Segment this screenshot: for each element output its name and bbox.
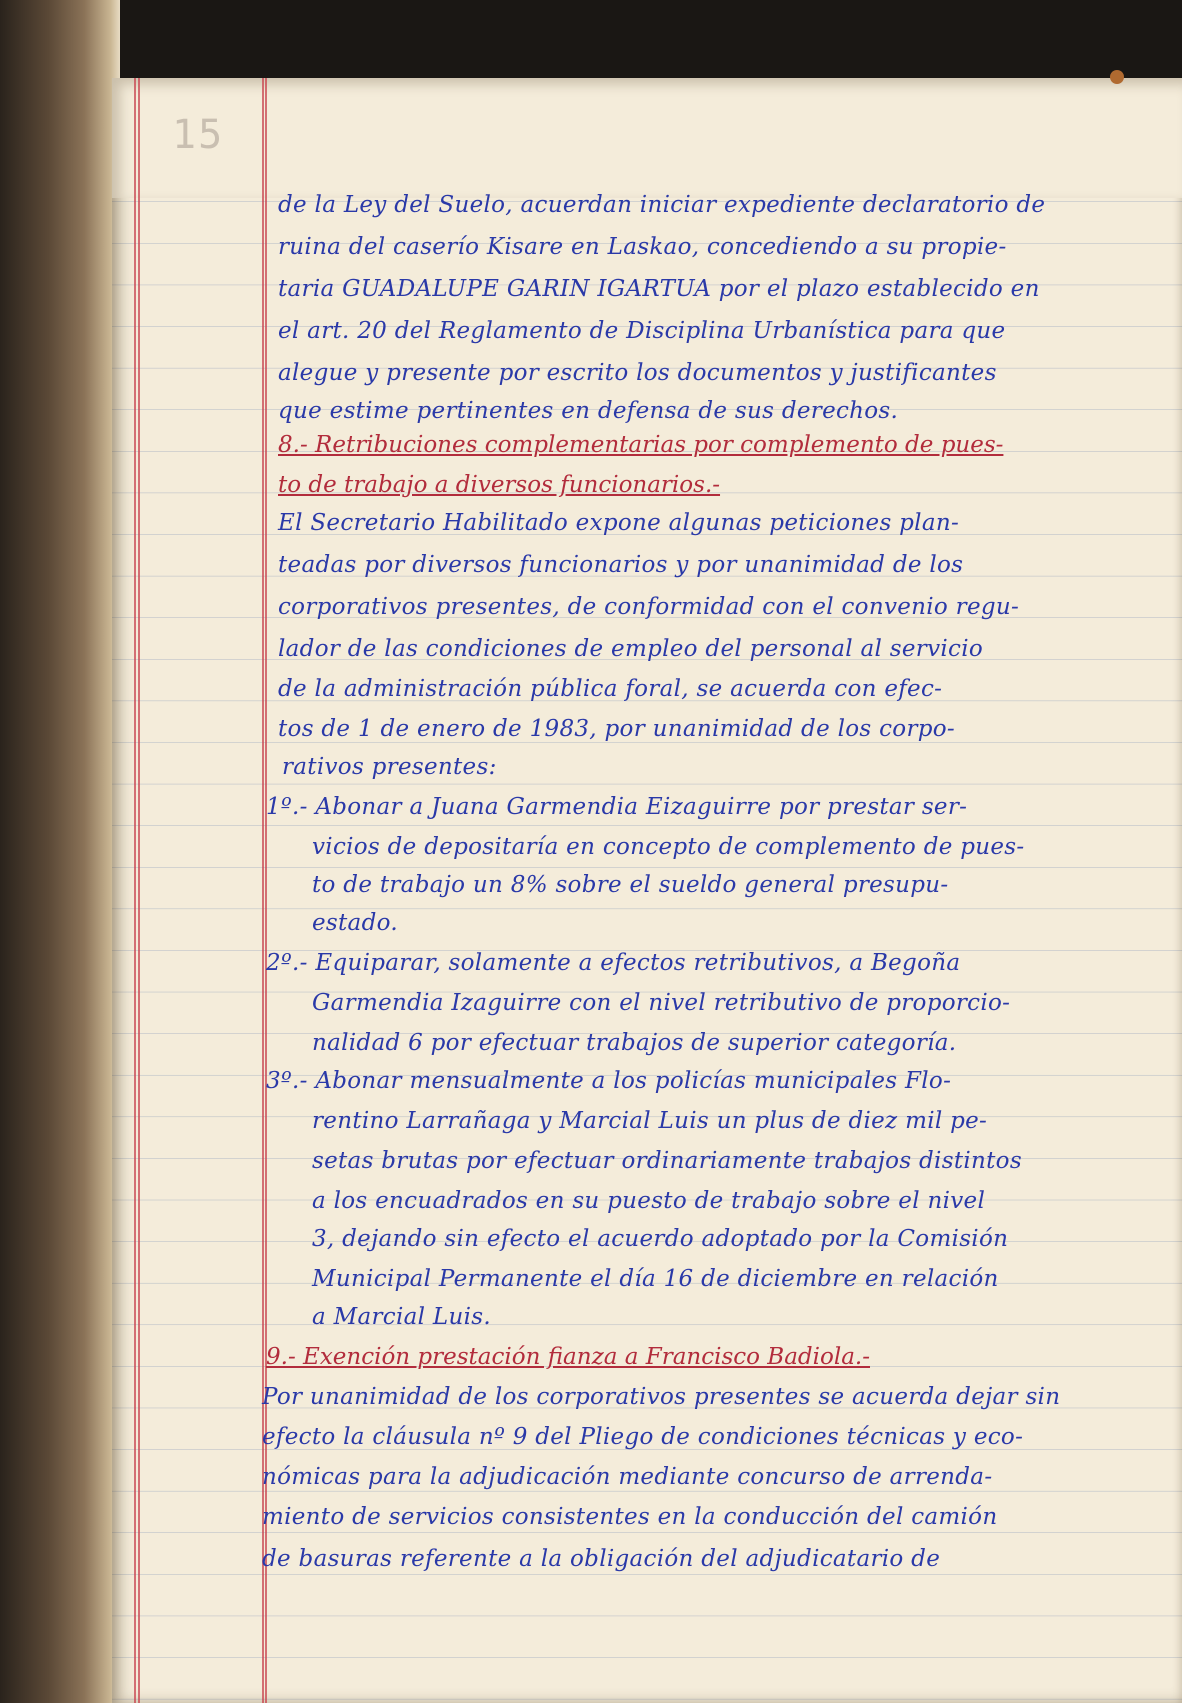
text-line: a los encuadrados en su puesto de trabajo sobre el nivel xyxy=(312,1188,986,1214)
text-line: to de trabajo un 8% sobre el sueldo general presupu- xyxy=(312,872,949,898)
text-line: lador de las condiciones de empleo del personal al servicio xyxy=(278,636,984,662)
text-line: Municipal Permanente el día 16 de diciembre en relación xyxy=(312,1266,999,1292)
text-line: 3, dejando sin efecto el acuerdo adoptado por la Comisión xyxy=(312,1226,1009,1252)
text-line: corporativos presentes, de conformidad con el convenio regu- xyxy=(278,594,1020,620)
section-heading-8: 8.- Retribuciones complementarias por complemento de pues- xyxy=(278,432,1004,458)
text-line: estado. xyxy=(312,910,398,936)
text-line: miento de servicios consistentes en la conducción del camión xyxy=(262,1504,998,1530)
text-line: taria GUADALUPE GARIN IGARTUA por el plazo establecido en xyxy=(278,276,1040,302)
text-line: Por unanimidad de los corporativos presentes se acuerda dejar sin xyxy=(262,1384,1061,1410)
text-line: de la administración pública foral, se acuerda con efec- xyxy=(278,676,943,702)
text-line: El Secretario Habilitado expone algunas peticiones plan- xyxy=(278,510,960,536)
text-line: vicios de depositaría en concepto de complemento de pues- xyxy=(312,834,1025,860)
text-line: setas brutas por efectuar ordinariamente trabajos distintos xyxy=(312,1148,1022,1174)
list-item-1: 1º.- Abonar a Juana Garmendia Eizaguirre por prestar ser- xyxy=(266,794,968,820)
list-item-3: 3º.- Abonar mensualmente a los policías municipales Flo- xyxy=(266,1068,952,1094)
text-line: de basuras referente a la obligación del adjudicatario de xyxy=(262,1546,941,1572)
text-line: alegue y presente por escrito los documentos y justificantes xyxy=(278,360,997,386)
text-line: tos de 1 de enero de 1983, por unanimidad de los corpo- xyxy=(278,716,955,742)
text-line: que estime pertinentes en defensa de sus derechos. xyxy=(278,398,899,424)
text-line: a Marcial Luis. xyxy=(312,1304,491,1330)
text-line: nalidad 6 por efectuar trabajos de superior categoría. xyxy=(312,1030,957,1056)
text-line: Garmendia Izaguirre con el nivel retributivo de proporcio- xyxy=(312,990,1011,1016)
text-line: efecto la cláusula nº 9 del Pliego de condiciones técnicas y eco- xyxy=(262,1424,1024,1450)
text-line: rentino Larrañaga y Marcial Luis un plus de diez mil pe- xyxy=(312,1108,988,1134)
page-number: 15 xyxy=(172,112,225,158)
section-heading-8: to de trabajo a diversos funcionarios.- xyxy=(278,472,721,498)
text-line: ruina del caserío Kisare en Laskao, concediendo a su propie- xyxy=(278,234,1007,260)
section-heading-9: 9.- Exención prestación fianza a Francisco Badiola.- xyxy=(266,1344,870,1370)
text-line: nómicas para la adjudicación mediante concurso de arrenda- xyxy=(262,1464,993,1490)
text-line: de la Ley del Suelo, acuerdan iniciar expediente declaratorio de xyxy=(278,192,1046,218)
text-line: teadas por diversos funcionarios y por unanimidad de los xyxy=(278,552,964,578)
text-line: el art. 20 del Reglamento de Disciplina Urbanística para que xyxy=(278,318,1006,344)
list-item-2: 2º.- Equiparar, solamente a efectos retributivos, a Begoña xyxy=(266,950,961,976)
text-line: rativos presentes: xyxy=(282,754,497,780)
